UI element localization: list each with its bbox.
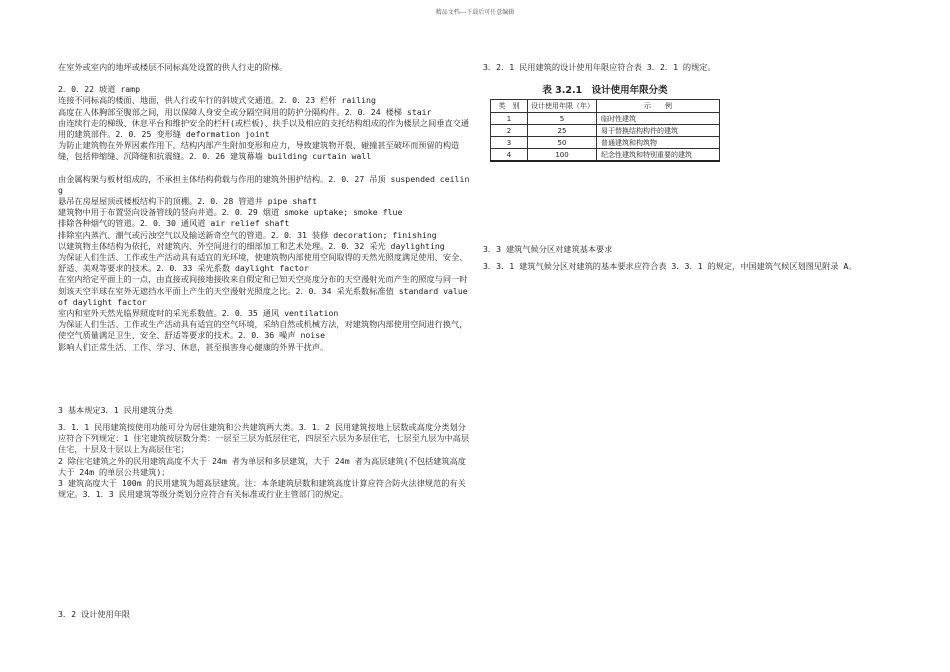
paragraph: 为防止建筑物在外界因素作用下，结构内部产生附加变形和应力，导致建筑物开裂、碰撞甚至破坏而预留的构造缝，包括伸缩缝、沉降缝和抗震缝。2．0．26 建筑幕墙 building curtain wall — [58, 140, 460, 162]
table-cell: 临时性建筑 — [597, 113, 720, 125]
paragraph: 排除各种烟气的管道。2．0．30 通风道 air relief shaft — [58, 218, 290, 229]
section-heading: 3．2 设计使用年限 — [58, 609, 131, 619]
table-header-row — [491, 100, 720, 113]
table-row — [491, 137, 720, 149]
paragraph: 在室外或室内的地坪或楼层不同标高处设置的供人行走的阶梯。 — [58, 62, 288, 72]
column-header: 示 例 — [597, 100, 720, 113]
table-cell: 2 — [491, 125, 528, 137]
column-header: 设计使用年限（年） — [528, 100, 597, 113]
table-cell: 纪念性建筑和特别重要的建筑 — [597, 149, 720, 162]
table-cell: 4 — [491, 149, 528, 162]
paragraph: 2 除住宅建筑之外的民用建筑高度不大于 24m 者为单层和多层建筑，大于 24m 者为高层建筑(不包括建筑高度大于 24m 的单层公共建筑)； — [58, 455, 466, 477]
paragraph: 由金属构架与板材组成的，不承担主体结构荷载与作用的建筑外围护结构。2．0．27 吊顶 suspended ceiling — [58, 173, 470, 195]
paragraph: 室内和室外天然光临界照度时的采光系数值。2．0．35 通风 ventilation — [58, 308, 339, 319]
table-row — [491, 113, 720, 125]
paragraph: 高度在人体胸部至腹部之间，用以保障人身安全或分隔空间用的防护分隔构件。2．0．24 楼梯 stair — [58, 106, 432, 117]
paragraph: 悬吊在房屋屋顶或楼板结构下的顶棚。2．0．28 管道井 pipe shaft — [58, 196, 317, 207]
paragraph: 2．0．22 坡道 ramp — [58, 84, 141, 95]
table-cell: 50 — [528, 137, 597, 149]
table-cell: 3 — [491, 137, 528, 149]
paragraph: 由连续行走的梯级、休息平台和维护安全的栏杆(或栏板)、扶手以及相应的支托结构组成的作为楼层之间垂直交通用的建筑部件。2．0．25 变形缝 deformation joint — [58, 117, 470, 140]
paragraph: 为保证人们生活、工作或生产活动具有适宜的空气环境，采纳自然或机械方法，对建筑物内部使用空间进行换气，使空气质量满足卫生、安全、舒适等要求的技术。2．0．36 噪声 noise — [58, 319, 468, 341]
paragraph: 影响人们正常生活、工作、学习、休息，甚至损害身心健康的外界干扰声。 — [58, 341, 329, 352]
paragraph: 建筑物中用于布置竖向设备管线的竖向井道。2．0．29 烟道 smoke uptake; smoke flue — [58, 207, 403, 218]
table-caption: 表 3.2.1 设计使用年限分类 — [542, 85, 668, 96]
table-cell: 1 — [491, 113, 528, 125]
paragraph: 3 建筑高度大于 100m 的民用建筑为超高层建筑。注：本条建筑层数和建筑高度计算应符合防火法律规范的有关规定。3．1．3 民用建筑等级分类划分应符合有关标准或行业主管部门的规定。 — [58, 478, 466, 500]
table-row — [491, 149, 720, 162]
paragraph: 以建筑物主体结构为依托，对建筑内、外空间进行的细部加工和艺术处理。2．0．32 采光 daylighting — [58, 240, 445, 251]
paragraph: 在室内给定平面上的一点，由直接或间接地接收来自假定和已知天空亮度分布的天空漫射光而产生的照度与同一时刻该天空半球在室外无遮挡水平面上产生的天空漫射光照度之比。2．0．34 采光系数标准值 standard value of daylight factor — [58, 274, 468, 307]
table-row — [491, 125, 720, 137]
paragraph: 3．1．1 民用建筑按使用功能可分为居住建筑和公共建筑两大类。3．1．2 民用建筑按地上层数或高度分类划分应符合下列规定：1 住宅建筑按层数分类：一层至三层为低层住宅，四层至六层为多层住宅，七层至九层为中高层住宅，十层及十层以上为高层住宅； — [58, 422, 470, 455]
section-heading: 3 基本规定3．1 民用建筑分类 — [58, 404, 173, 415]
table-cell: 普通建筑和构筑物 — [597, 137, 720, 149]
paragraph: 为保证人们生活、工作或生产活动具有适宜的光环境，使建筑物内部使用空间取得的天然光照度满足使用、安全、舒适、美观等要求的技术。2．0．33 采光系数 daylight factor — [58, 252, 468, 274]
page-header: 精品文档---下载后可任意编辑 — [435, 9, 515, 16]
table-cell: 易于替换结构构件的建筑 — [597, 125, 720, 137]
table-cell: 5 — [528, 113, 597, 125]
table-cell: 100 — [528, 149, 597, 162]
left-column — [58, 62, 470, 501]
paragraph: 连接不同标高的楼面、地面，供人行或车行的斜坡式交通道。2．0．23 栏杆 railing — [58, 95, 376, 106]
column-header: 类 别 — [491, 100, 528, 113]
section-heading: 3．3 建筑气候分区对建筑基本要求 — [483, 244, 613, 254]
paragraph: 3．3．1 建筑气候分区对建筑的基本要求应符合表 3．3．1 的规定，中国建筑气候区划图见附录 A。 — [483, 261, 857, 271]
paragraph: 排除室内蒸汽、潮气或污浊空气以及输送新奇空气的管道。2．0．31 装修 decoration; finishing — [58, 229, 437, 240]
table-intro: 3．2．1 民用建筑的设计使用年限应符合表 3．2．1 的规定。 — [483, 62, 716, 72]
table-cell: 25 — [528, 125, 597, 137]
design-life-table — [490, 99, 720, 162]
